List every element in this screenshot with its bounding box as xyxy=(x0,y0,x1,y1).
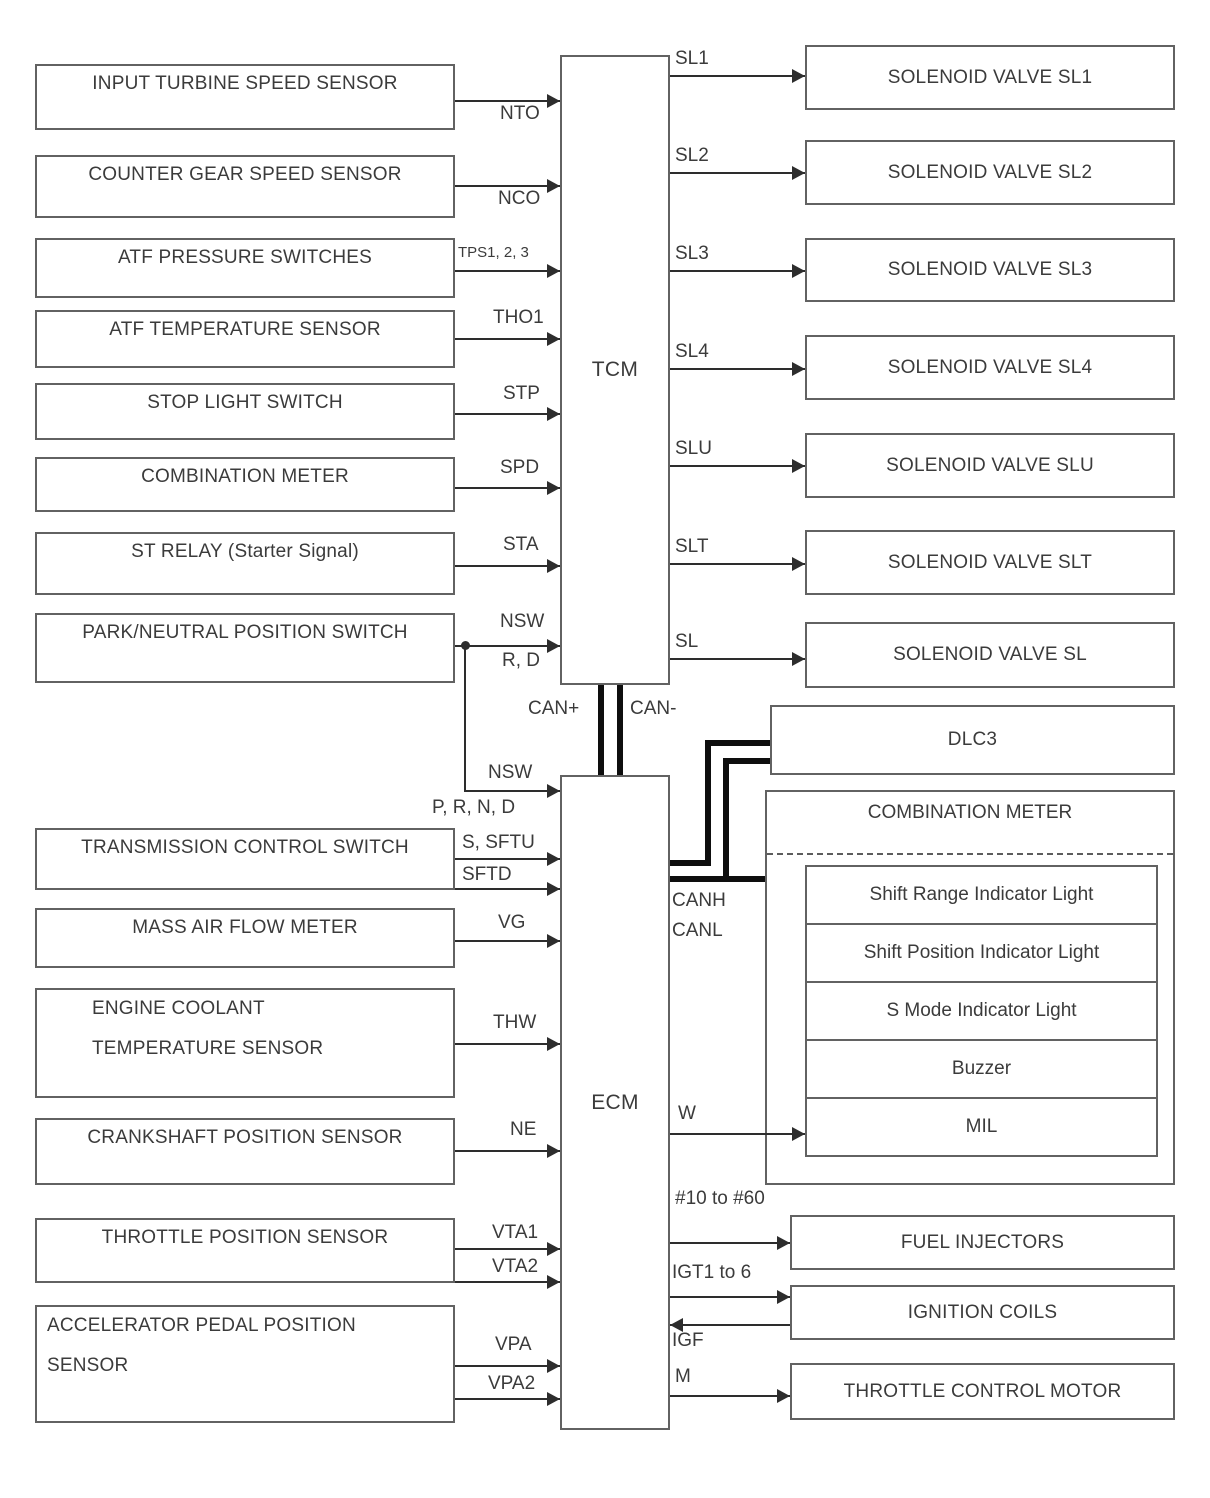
signal-label-nsw: NSW xyxy=(500,611,545,632)
arrowhead xyxy=(547,481,560,495)
solenoid-box-sl3 xyxy=(805,238,1175,302)
ecm-box xyxy=(560,775,670,1430)
box-label: SOLENOID VALVE SL4 xyxy=(887,356,1093,378)
cm-item-buzzer: Buzzer xyxy=(805,1039,1158,1099)
dashed-divider xyxy=(767,853,1173,855)
arrowhead xyxy=(547,882,560,896)
wire-sl4 xyxy=(670,368,805,370)
arrowhead xyxy=(792,166,805,180)
signal-label-nsw-ecm: NSW xyxy=(488,762,533,783)
arrowhead xyxy=(547,639,560,653)
box-label: FUEL INJECTORS xyxy=(900,1231,1065,1253)
arrowhead xyxy=(547,852,560,866)
signal-label-tho1: THO1 xyxy=(493,307,544,328)
arrowhead xyxy=(792,1127,805,1141)
wire-vpa xyxy=(455,1365,560,1367)
can-bus-line xyxy=(705,740,770,746)
signal-label-vg: VG xyxy=(498,912,526,933)
sensor-box-accelerator-pedal-position xyxy=(35,1305,455,1423)
solenoid-box-sl xyxy=(805,622,1175,688)
solenoid-box-sl1 xyxy=(805,45,1175,110)
box-label-line1: ENGINE COOLANT xyxy=(92,998,265,1019)
signal-label-rd: R, D xyxy=(502,650,540,671)
wire-ne xyxy=(455,1150,560,1152)
box-label: SOLENOID VALVE SL1 xyxy=(887,66,1093,88)
wire-sl2 xyxy=(670,172,805,174)
box-label: MASS AIR FLOW METER xyxy=(132,917,358,938)
sensor-box-crankshaft-position xyxy=(35,1118,455,1185)
cm-item-mil: MIL xyxy=(805,1097,1158,1157)
signal-label-stp: STP xyxy=(503,383,540,404)
dlc3-box xyxy=(770,705,1175,775)
signal-label-canh: CANH xyxy=(672,890,726,911)
box-label: SOLENOID VALVE SL3 xyxy=(887,259,1093,280)
solenoid-box-slt xyxy=(805,530,1175,595)
wire-injectors xyxy=(670,1242,790,1244)
arrowhead xyxy=(792,264,805,278)
arrowhead xyxy=(777,1236,790,1250)
signal-label-m: M xyxy=(675,1366,691,1387)
arrowhead xyxy=(547,559,560,573)
signal-label-slt: SLT xyxy=(675,536,709,557)
solenoid-box-slu xyxy=(805,433,1175,498)
wire-spd xyxy=(455,487,560,489)
arrowhead xyxy=(547,1037,560,1051)
wire-vta1 xyxy=(455,1248,560,1250)
signal-label-igt: IGT1 to 6 xyxy=(672,1262,752,1283)
throttle-control-motor-box xyxy=(790,1363,1175,1420)
can-bus-line xyxy=(705,740,711,866)
sensor-box-transmission-control-switch xyxy=(35,828,455,890)
wire-igf xyxy=(670,1324,790,1326)
fuel-injectors-box xyxy=(790,1215,1175,1270)
signal-label-sl4: SL4 xyxy=(675,341,709,362)
arrowhead xyxy=(792,459,805,473)
box-label: ATF TEMPERATURE SENSOR xyxy=(109,319,381,340)
sensor-box-park-neutral-switch xyxy=(35,613,455,683)
signal-label-nto: NTO xyxy=(500,103,540,124)
box-label: SOLENOID VALVE SLT xyxy=(887,551,1093,573)
wire-nsw-branch-vertical xyxy=(464,645,466,791)
box-label: STOP LIGHT SWITCH xyxy=(147,392,343,413)
tcm-label: TCM xyxy=(591,358,639,381)
signal-label-prnd: P, R, N, D xyxy=(432,797,516,818)
arrowhead xyxy=(792,362,805,376)
arrowhead xyxy=(547,1392,560,1406)
signal-label-tps: TPS1, 2, 3 xyxy=(458,244,529,261)
box-label: THROTTLE POSITION SENSOR xyxy=(101,1227,389,1248)
can-bus-line xyxy=(598,685,604,775)
signal-label-vta1: VTA1 xyxy=(492,1222,539,1243)
ignition-coils-box xyxy=(790,1285,1175,1340)
arrowhead xyxy=(547,94,560,108)
wire-nco xyxy=(455,185,560,187)
box-label: IGNITION COILS xyxy=(907,1301,1058,1323)
sensor-box-stop-light-switch xyxy=(35,383,455,440)
signal-label-sl3: SL3 xyxy=(675,243,709,264)
box-label: ATF PRESSURE SWITCHES xyxy=(117,247,373,268)
wire-vg xyxy=(455,940,560,942)
arrowhead xyxy=(547,1275,560,1289)
box-label: DLC3 xyxy=(947,729,998,750)
signal-label-canl: CANL xyxy=(672,920,723,941)
can-bus-line xyxy=(617,685,623,775)
cm-item-shift-range-light: Shift Range Indicator Light xyxy=(805,865,1158,925)
box-label: SOLENOID VALVE SL2 xyxy=(887,161,1093,183)
wire-igt xyxy=(670,1296,790,1298)
can-bus-line xyxy=(723,758,770,764)
signal-label-thw: THW xyxy=(493,1012,537,1033)
sensor-box-atf-pressure xyxy=(35,238,455,298)
wire-sl xyxy=(670,658,805,660)
sensor-box-counter-gear-speed xyxy=(35,155,455,218)
signal-label-vta2: VTA2 xyxy=(492,1256,539,1277)
box-label: COUNTER GEAR SPEED SENSOR xyxy=(88,164,402,185)
signal-label-sl: SL xyxy=(675,631,699,652)
box-label-line2: TEMPERATURE SENSOR xyxy=(92,1038,324,1059)
arrowhead xyxy=(547,264,560,278)
sensor-box-st-relay xyxy=(35,532,455,595)
arrowhead xyxy=(547,1359,560,1373)
sensor-box-combination-meter xyxy=(35,457,455,512)
arrowhead xyxy=(547,332,560,346)
arrowhead xyxy=(547,407,560,421)
wire-vta2 xyxy=(455,1281,560,1283)
signal-label-nco: NCO xyxy=(498,188,541,209)
signal-label-s-sftu: S, SFTU xyxy=(462,832,535,853)
arrowhead xyxy=(547,179,560,193)
wire-nto xyxy=(455,100,560,102)
arrowhead xyxy=(777,1290,790,1304)
box-label: COMBINATION METER xyxy=(141,466,349,487)
wire-sftd xyxy=(455,888,560,890)
box-label-line2: SENSOR xyxy=(47,1355,129,1376)
wire-sl3 xyxy=(670,270,805,272)
box-label: SOLENOID VALVE SLU xyxy=(886,454,1094,476)
wire-nsw-to-ecm xyxy=(464,790,560,792)
box-label: CRANKSHAFT POSITION SENSOR xyxy=(87,1127,403,1148)
can-bus-line xyxy=(723,758,729,882)
sensor-box-mass-air-flow xyxy=(35,908,455,968)
signal-label-sl2: SL2 xyxy=(675,145,709,166)
solenoid-box-sl4 xyxy=(805,335,1175,400)
box-label: THROTTLE CONTROL MOTOR xyxy=(843,1380,1122,1402)
sensor-box-engine-coolant-temp xyxy=(35,988,455,1098)
wire-nsw xyxy=(455,645,560,647)
arrowhead xyxy=(792,69,805,83)
arrowhead xyxy=(792,557,805,571)
sensor-box-atf-temperature xyxy=(35,310,455,368)
ecm-label: ECM xyxy=(591,1090,639,1114)
signal-label-w: W xyxy=(678,1103,696,1124)
box-label: TRANSMISSION CONTROL SWITCH xyxy=(81,837,409,858)
wire-slu xyxy=(670,465,805,467)
solenoid-box-sl2 xyxy=(805,140,1175,205)
signal-label-sta: STA xyxy=(503,534,539,555)
signal-label-vpa: VPA xyxy=(495,1334,532,1355)
signal-label-ne: NE xyxy=(510,1119,537,1140)
arrowhead xyxy=(777,1389,790,1403)
signal-label-sftd: SFTD xyxy=(462,864,512,885)
wire-m xyxy=(670,1395,790,1397)
signal-label-slu: SLU xyxy=(675,438,712,459)
wire-sftu xyxy=(455,858,560,860)
wire-sta xyxy=(455,565,560,567)
wire-vpa2 xyxy=(455,1398,560,1400)
wire-tho1 xyxy=(455,338,560,340)
combination-meter-items xyxy=(805,865,1158,1157)
signal-label-spd: SPD xyxy=(500,457,540,478)
sensor-box-input-turbine-speed xyxy=(35,64,455,130)
wire-slt xyxy=(670,563,805,565)
arrowhead xyxy=(792,652,805,666)
signal-label-can-minus: CAN- xyxy=(630,698,677,719)
combination-meter-title: COMBINATION METER xyxy=(867,802,1073,823)
wire-stp xyxy=(455,413,560,415)
tcm-box xyxy=(560,55,670,685)
signal-label-vpa2: VPA2 xyxy=(488,1373,536,1394)
signal-label-sl1: SL1 xyxy=(675,48,709,69)
arrowhead xyxy=(547,1144,560,1158)
cm-item-shift-position-light: Shift Position Indicator Light xyxy=(805,923,1158,983)
can-bus-line xyxy=(670,876,765,882)
signal-label-can-plus: CAN+ xyxy=(528,698,580,719)
wire-w xyxy=(670,1133,805,1135)
box-label: INPUT TURBINE SPEED SENSOR xyxy=(92,73,398,94)
signal-label-injectors: #10 to #60 xyxy=(675,1188,765,1209)
arrowhead xyxy=(547,784,560,798)
sensor-box-throttle-position xyxy=(35,1218,455,1283)
box-label: SOLENOID VALVE SL xyxy=(893,644,1087,665)
wire-sl1 xyxy=(670,75,805,77)
box-label-line1: ACCELERATOR PEDAL POSITION xyxy=(47,1315,356,1336)
box-label: ST RELAY (Starter Signal) xyxy=(131,541,359,562)
cm-item-s-mode-light: S Mode Indicator Light xyxy=(805,981,1158,1041)
wire-tps xyxy=(455,270,560,272)
wire-thw xyxy=(455,1043,560,1045)
signal-label-igf: IGF xyxy=(672,1330,704,1351)
arrowhead xyxy=(547,1242,560,1256)
arrowhead xyxy=(547,934,560,948)
box-label: PARK/NEUTRAL POSITION SWITCH xyxy=(82,622,408,643)
